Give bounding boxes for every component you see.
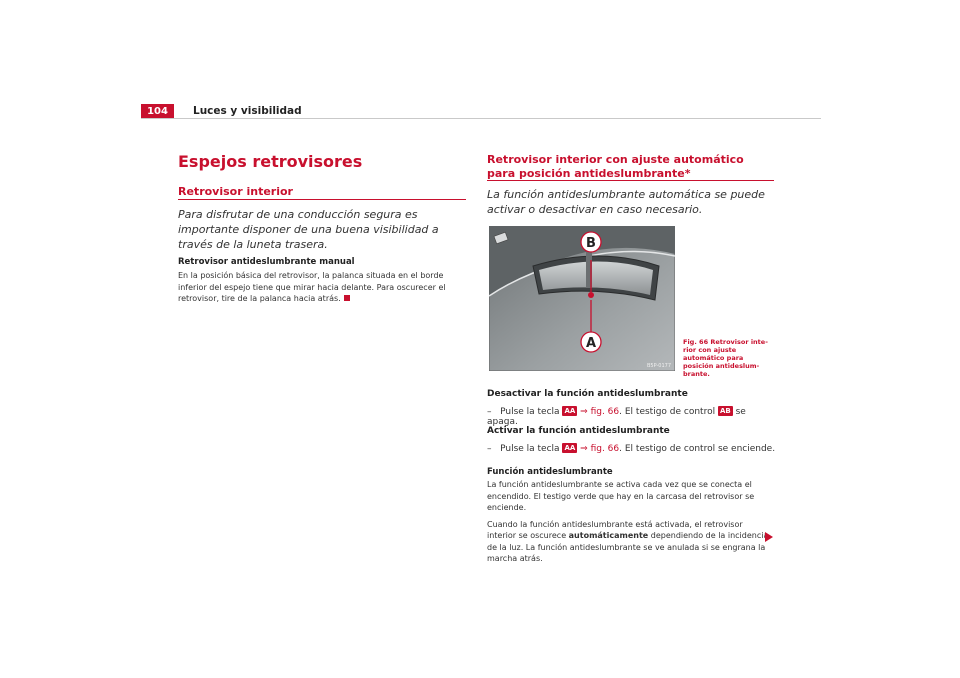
deactivate-heading: Desactivar la función antideslumbrante: [487, 389, 688, 399]
activate-step: [487, 443, 777, 454]
function-note: [487, 467, 769, 565]
manual-note: [178, 257, 468, 305]
key-a-icon: AA: [564, 407, 576, 415]
function-note-title: Función antideslumbrante: [487, 467, 613, 477]
manual-note-body: [178, 270, 468, 305]
bold-word: automáticamente: [568, 531, 649, 540]
left-intro: Para disfrutar de una conducción segura es importante disponer de una buena visibilidad a través de la luneta trasera.: [178, 208, 439, 251]
function-note-p1: La función antideslumbrante se activa cada vez que se conecta el encendido. El testigo verde que hay en la carcasa del retrovisor se enciende.: [487, 480, 755, 512]
step-text: . El testigo de control: [619, 407, 716, 417]
left-subtitle: Retrovisor interior: [178, 185, 293, 198]
step-text: Pulse la tecla: [500, 407, 560, 417]
key-b-icon: AB: [719, 407, 731, 415]
figure-code: B5P-0177: [646, 363, 671, 369]
dash: –: [487, 407, 492, 417]
deactivate-block: [487, 389, 777, 427]
right-title: Retrovisor interior con ajuste automático para posición antideslumbrante*: [487, 153, 744, 180]
manual-note-title: Retrovisor antideslumbrante manual: [178, 257, 355, 267]
deactivate-step: [487, 406, 777, 427]
mirror-illustration: [489, 226, 675, 371]
left-subtitle-rule: [178, 199, 466, 200]
page-number: 104: [141, 104, 174, 119]
activate-block: [487, 426, 777, 454]
figure-caption: Fig. 66 Retrovisor inte- rior con ajuste automático para posición antideslum- brante.: [683, 338, 768, 378]
manual-note-text: En la posición básica del retrovisor, la palanca situada en el borde inferior del espejo tiene que mirar hacia delante. Para oscurecer el retrovisor, tire de la palanca hacia atrás.: [178, 271, 446, 303]
step-text: . El testigo de control se enciende.: [619, 444, 776, 454]
figure-link[interactable]: ⇒ fig. 66: [580, 444, 620, 454]
end-square-icon: [344, 295, 350, 301]
next-page-arrow-icon[interactable]: [765, 532, 773, 542]
mirror-figure: [489, 226, 675, 371]
figure-label-b: B: [586, 236, 596, 251]
right-title-rule: [487, 180, 774, 181]
figure-label-a: A: [585, 336, 597, 351]
step-text: Pulse la tecla: [500, 444, 560, 454]
function-note-p2: Cuando la función antideslumbrante está activada, el retrovisor interior se oscurece automáticamente dependiendo de la incidencia de la luz. La función antideslumbrante se ve anulada si se engrana la marcha atrás.: [487, 519, 769, 563]
header-rule: [141, 118, 821, 119]
right-intro: La función antideslumbrante automática se puede activar o desactivar en caso necesario.: [487, 188, 765, 216]
step-text: se apaga.: [487, 407, 746, 427]
section-header: Luces y visibilidad: [193, 105, 302, 117]
activate-heading: Activar la función antideslumbrante: [487, 426, 670, 436]
key-a-icon: AA: [564, 444, 576, 452]
dash: –: [487, 444, 492, 454]
figure-link[interactable]: ⇒ fig. 66: [580, 407, 620, 417]
page-title: Espejos retrovisores: [178, 152, 363, 171]
